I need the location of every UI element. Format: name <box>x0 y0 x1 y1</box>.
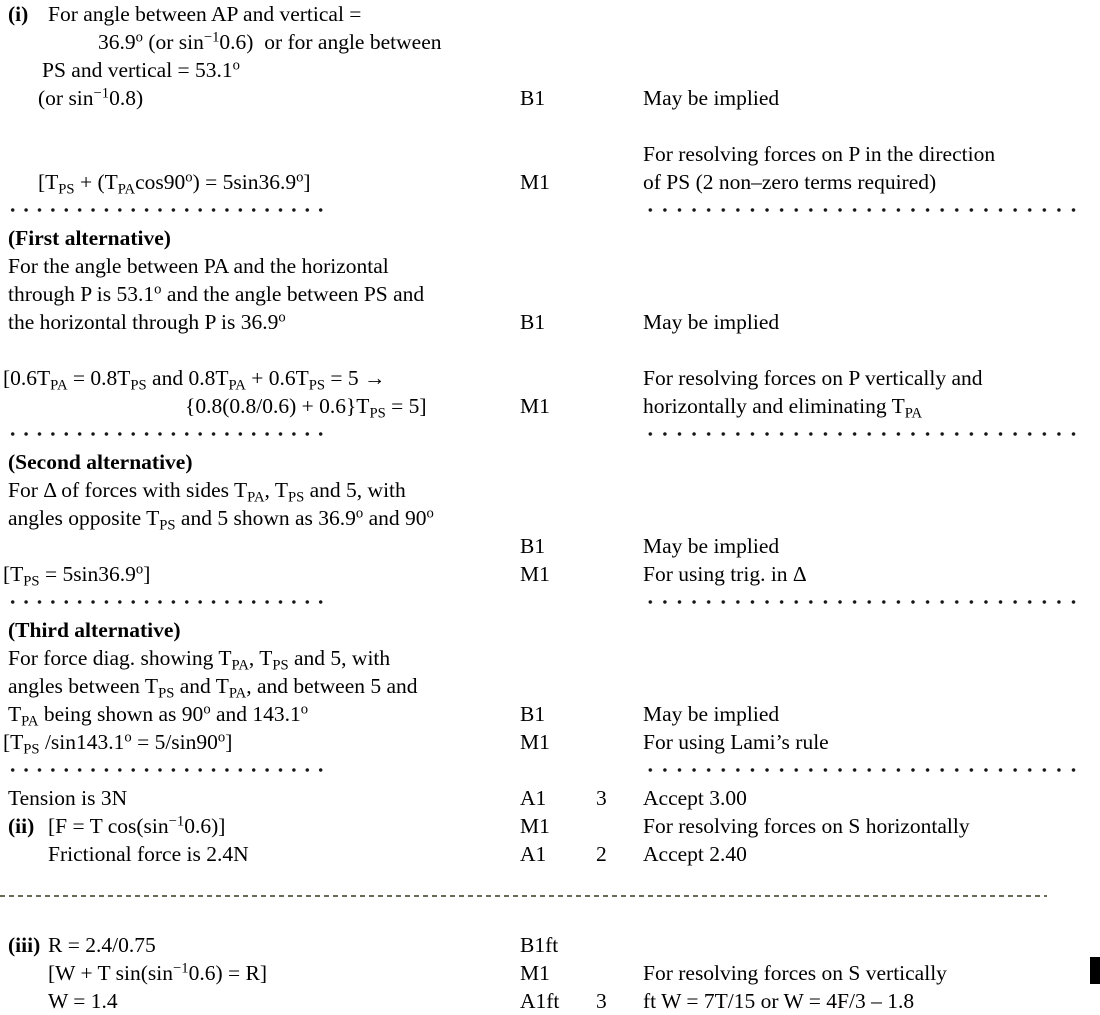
row <box>0 644 1100 672</box>
row <box>0 931 1100 959</box>
comment-cell <box>636 448 1100 476</box>
total-cell <box>586 0 636 28</box>
row <box>0 987 1100 1015</box>
mark-cell <box>516 252 586 280</box>
total-cell <box>586 84 636 112</box>
alternative-heading: (Third alternative) <box>8 618 181 642</box>
total-cell <box>586 504 636 532</box>
dotted-separator-row <box>0 420 1100 448</box>
comment-cell: Accept 3.00 <box>643 786 747 810</box>
total-cell <box>586 644 636 672</box>
mark-cell: M1 <box>520 814 550 838</box>
mark-cell <box>516 280 586 308</box>
working-text: R = 2.4/0.75 <box>48 933 156 957</box>
total-cell <box>586 140 636 168</box>
mark-cell <box>516 28 586 56</box>
mark-cell: B1 <box>520 86 546 110</box>
working-cell: 36.9$^o$ (or $\sin^{-1}0.6$) or for angle between <box>98 29 442 54</box>
comment-cell: May be implied <box>643 86 780 110</box>
total-cell <box>586 672 636 700</box>
row <box>0 616 1100 644</box>
working-cell: For Δ of forces with sides $T_{PA}$, $T_{PS}$ and 5, with <box>8 478 406 506</box>
row <box>0 0 1100 28</box>
mark-cell: A1ft <box>520 989 560 1013</box>
comment-cell: May be implied <box>643 534 780 558</box>
mark-cell <box>516 476 586 504</box>
working-cell: $[T_{PS} = 5\sin 36.9^o]$ <box>3 561 151 590</box>
comment-cell: For using Lami’s rule <box>643 730 829 754</box>
blank-row <box>0 336 1100 364</box>
mark-cell: B1 <box>520 310 546 334</box>
comment-cell <box>636 644 1100 672</box>
mark-cell <box>516 616 586 644</box>
row <box>0 812 1100 840</box>
comment-cell <box>636 56 1100 84</box>
dotted-separator <box>643 599 1081 605</box>
row <box>0 504 1100 532</box>
row <box>0 84 1100 112</box>
total-cell: 3 <box>596 989 607 1013</box>
comment-cell: May be implied <box>643 310 780 334</box>
dashed-separator-row <box>0 895 1100 931</box>
total-cell <box>586 959 636 987</box>
working-cell: Frictional force is 2.4N <box>48 842 249 866</box>
comment-cell <box>636 476 1100 504</box>
working-cell: For force diag. showing $T_{PA}$, $T_{PS}$ and 5, with <box>8 646 391 674</box>
row <box>0 280 1100 308</box>
part-label: (ii) <box>8 814 35 838</box>
working-cell <box>0 532 516 560</box>
comment-cell <box>636 224 1100 252</box>
mark-cell <box>516 0 586 28</box>
scan-artifact-mark <box>1090 957 1100 984</box>
row <box>0 168 1100 196</box>
working-cell <box>0 812 516 840</box>
comment-cell <box>636 0 1100 28</box>
comment-cell <box>636 672 1100 700</box>
working-cell: $T_{PA}$ being shown as 90$^o$ and 143.1$^o$ <box>8 701 309 730</box>
working-cell: $\{0.8(0.8/0.6) + 0.6\}T_{PS} = 5$] <box>185 394 427 422</box>
working-cell: PS and vertical = $53.1^o$ <box>42 57 240 82</box>
dotted-separator <box>643 431 1081 437</box>
total-cell <box>586 168 636 196</box>
mark-cell <box>516 504 586 532</box>
row <box>0 56 1100 84</box>
alternative-heading: (Second alternative) <box>8 450 193 474</box>
total-cell <box>586 812 636 840</box>
mark-cell <box>516 140 586 168</box>
total-cell <box>586 364 636 392</box>
dotted-separator-row <box>0 756 1100 784</box>
row <box>0 672 1100 700</box>
dotted-separator <box>643 767 1081 773</box>
row <box>0 252 1100 280</box>
total-cell <box>586 616 636 644</box>
dotted-separator <box>643 207 1081 213</box>
total-cell <box>586 252 636 280</box>
working-cell: [$T_{PS}$ $/\sin 143.1^o = 5/\sin 90^o$] <box>3 729 233 758</box>
total-cell <box>586 728 636 756</box>
comment-cell: ft W = 7T/15 or W = 4F/3 – 1.8 <box>643 989 915 1013</box>
mark-cell: M1 <box>520 730 550 754</box>
dotted-separator <box>6 207 330 213</box>
mark-cell <box>516 672 586 700</box>
row <box>0 224 1100 252</box>
mark-cell: M1 <box>520 394 550 418</box>
row <box>0 392 1100 420</box>
mark-cell: M1 <box>520 961 550 985</box>
dotted-separator-row <box>0 588 1100 616</box>
mark-cell: M1 <box>520 170 550 194</box>
dotted-separator-row <box>0 196 1100 224</box>
working-text: [F = T $\cos(\sin^{-1}0.6)$] <box>48 813 226 838</box>
row <box>0 700 1100 728</box>
working-cell <box>0 140 516 168</box>
row <box>0 728 1100 756</box>
mark-cell: A1 <box>520 786 547 810</box>
comment-cell: For resolving forces on P in the direction <box>643 142 996 166</box>
comment-cell: For resolving forces on P vertically and <box>643 366 983 390</box>
row <box>0 28 1100 56</box>
comment-cell: of PS (2 non–zero terms required) <box>643 170 937 194</box>
row <box>0 840 1100 868</box>
mark-cell <box>516 448 586 476</box>
comment-cell: For resolving forces on S horizontally <box>643 814 970 838</box>
working-cell: [$0.6T_{PA} = 0.8T_{PS}$ and $0.8T_{PA} + 0.6T_{PS} = 5$ → <box>3 366 386 394</box>
mark-cell <box>516 644 586 672</box>
comment-cell <box>636 616 1100 644</box>
working-cell: For the angle between PA and the horizontal <box>8 254 389 278</box>
row <box>0 140 1100 168</box>
row <box>0 560 1100 588</box>
working-cell: $[T_{PS} + (T_{PA}\cos 90^o) = 5\sin 36.9^o]$ <box>38 169 311 198</box>
mark-cell: B1ft <box>520 933 559 957</box>
working-cell: the horizontal through P is 36.9$^o$ <box>8 309 286 334</box>
mark-cell: A1 <box>520 842 547 866</box>
part-label: (i) <box>8 2 29 26</box>
total-cell <box>586 448 636 476</box>
dashed-separator <box>0 895 1047 897</box>
working-cell: through P is 53.1$^o$ and the angle between PS and <box>8 281 425 306</box>
comment-cell: Accept 2.40 <box>643 842 747 866</box>
dotted-separator <box>6 599 330 605</box>
row <box>0 784 1100 812</box>
comment-cell: horizontally and eliminating $T_{PA}$ <box>643 394 923 422</box>
total-cell <box>586 560 636 588</box>
working-text: For angle between AP and vertical = <box>48 2 362 26</box>
working-cell: [W + T $\sin(\sin^{-1}0.6) = R$] <box>48 960 267 985</box>
total-cell <box>586 700 636 728</box>
comment-cell <box>636 252 1100 280</box>
total-cell <box>586 56 636 84</box>
mark-cell: B1 <box>520 702 546 726</box>
working-cell <box>0 931 516 959</box>
comment-cell <box>636 28 1100 56</box>
comment-cell: For resolving forces on S vertically <box>643 961 947 985</box>
mark-cell <box>516 56 586 84</box>
total-cell <box>586 392 636 420</box>
part-label: (iii) <box>8 933 41 957</box>
total-cell <box>586 476 636 504</box>
mark-cell <box>516 364 586 392</box>
mark-cell: B1 <box>520 534 546 558</box>
total-cell <box>586 280 636 308</box>
working-cell: angles between $T_{PS}$ and $T_{PA}$, and between 5 and <box>8 674 418 702</box>
total-cell <box>586 532 636 560</box>
row <box>0 476 1100 504</box>
working-cell: (or $\sin^{-1}0.8$) <box>38 85 144 110</box>
row <box>0 364 1100 392</box>
working-cell: angles opposite $T_{PS}$ and 5 shown as 36.9$^o$ and 90$^o$ <box>8 505 434 534</box>
total-cell <box>586 308 636 336</box>
working-cell: Tension is 3N <box>8 786 128 810</box>
row <box>0 448 1100 476</box>
total-cell: 3 <box>596 786 607 810</box>
dotted-separator <box>6 767 330 773</box>
comment-cell <box>636 931 1100 959</box>
row <box>0 532 1100 560</box>
comment-cell: For using trig. in Δ <box>643 562 807 586</box>
comment-cell: May be implied <box>643 702 780 726</box>
total-cell <box>586 224 636 252</box>
total-cell: 2 <box>596 842 607 866</box>
working-cell <box>0 0 516 28</box>
row <box>0 959 1100 987</box>
comment-cell <box>636 280 1100 308</box>
total-cell <box>586 931 636 959</box>
working-cell: W = 1.4 <box>48 989 118 1013</box>
total-cell <box>586 28 636 56</box>
alternative-heading: (First alternative) <box>8 226 171 250</box>
mark-cell: M1 <box>520 562 550 586</box>
row <box>0 308 1100 336</box>
comment-cell <box>636 504 1100 532</box>
mark-cell <box>516 224 586 252</box>
blank-row <box>0 112 1100 140</box>
dotted-separator <box>6 431 330 437</box>
